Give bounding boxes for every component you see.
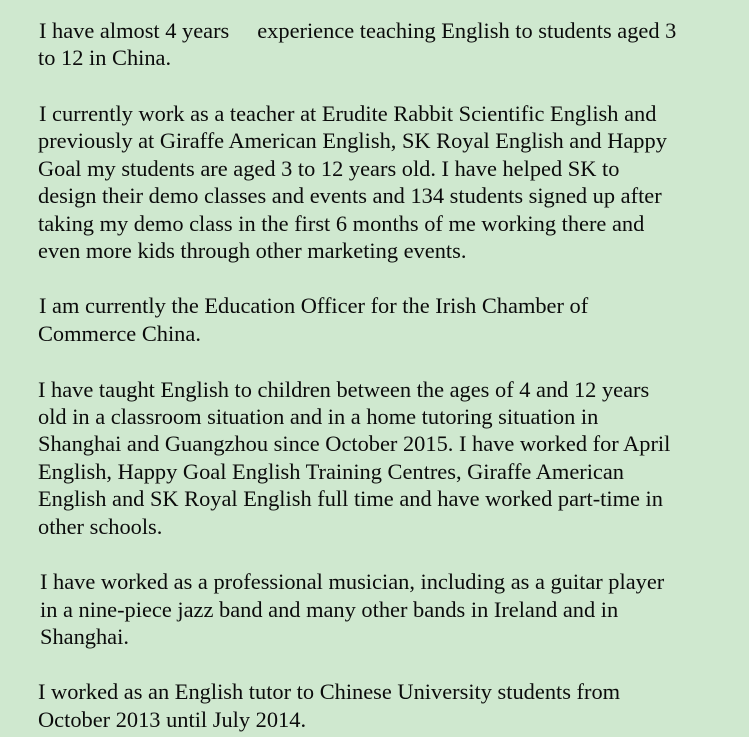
paragraph-1-line-1: I have almost 4 years experience teaching English to students aged 3 [39,18,677,43]
paragraph-2-line-3: Goal my students are aged 3 to 12 years old. I have helped SK to [38,156,620,181]
paragraph-4-line-4: English, Happy Goal English Training Centres, Giraffe American [38,459,625,484]
paragraph-2-line-2: previously at Giraffe American English, SK Royal English and Happy [38,128,667,153]
paragraph-1-line-2: to 12 in China. [38,45,172,70]
paragraph-4-line-5: English and SK Royal English full time and have worked part-time in [38,486,663,511]
paragraph-2-line-4: design their demo classes and events and 134 students signed up after [38,183,662,208]
paragraph-6-line-1: I worked as an English tutor to Chinese University students from [38,679,621,704]
paragraph-6-line-2: October 2013 until July 2014. [38,707,307,732]
paragraph-3-line-1: I am currently the Education Officer for the Irish Chamber of [39,293,589,318]
paragraph-5-line-2: in a nine-piece jazz band and many other bands in Ireland and in [40,597,619,622]
paragraph-5-line-3: Shanghai. [40,624,129,649]
paragraph-5-line-1: I have worked as a professional musician, including as a guitar player [40,569,665,594]
paragraph-4-line-2: old in a classroom situation and in a home tutoring situation in [38,404,599,429]
paragraph-2-line-1: I currently work as a teacher at Erudite Rabbit Scientific English and [39,101,657,126]
paragraph-3-line-2: Commerce China. [38,321,201,346]
paragraph-2-line-5: taking my demo class in the first 6 months of me working there and [38,211,645,236]
paragraph-4-line-1: I have taught English to children between the ages of 4 and 12 years [38,377,650,402]
paragraph-4-line-6: other schools. [38,514,163,539]
paragraph-2-line-6: even more kids through other marketing events. [38,238,467,263]
paragraph-4-line-3: Shanghai and Guangzhou since October 2015. I have worked for April [38,431,671,456]
